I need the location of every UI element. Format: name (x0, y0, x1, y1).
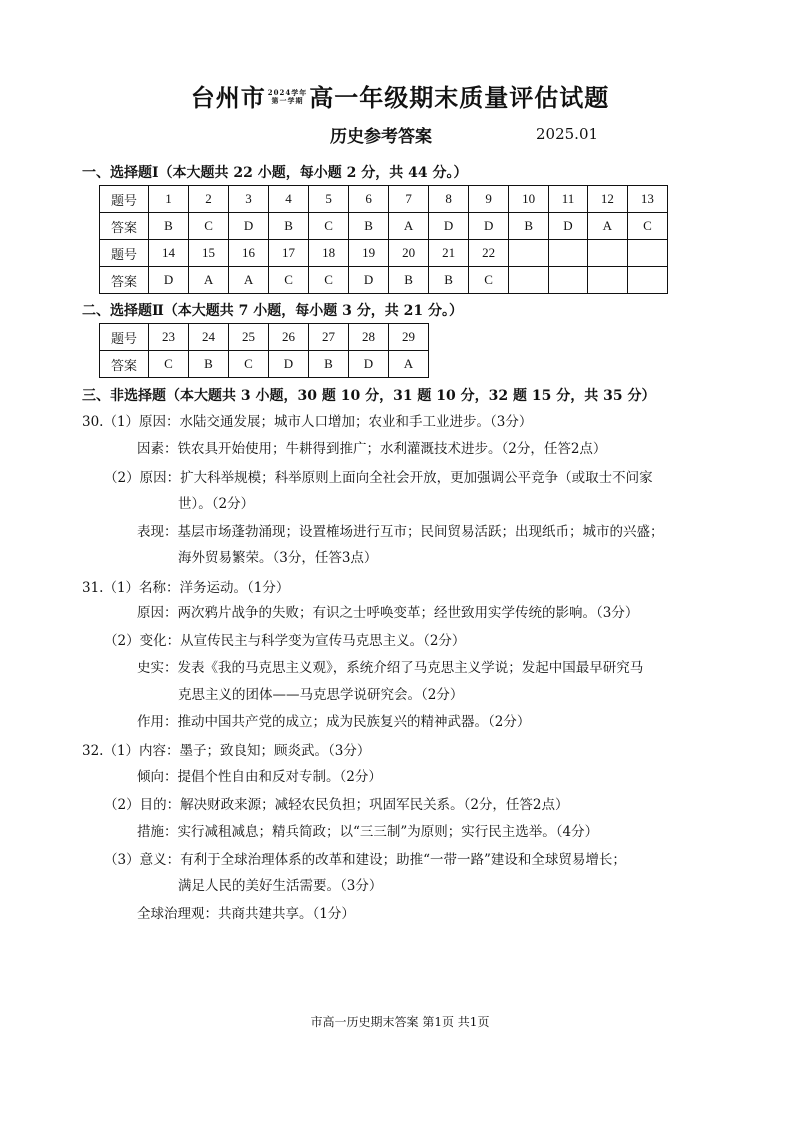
table-cell: 3 (229, 186, 269, 213)
answer-line: 克思主义的团体——马克思学说研究会。（2分） (178, 687, 464, 703)
table-cell: D (229, 213, 269, 240)
answer-line: 30.（1）原因：水陆交通发展；城市人口增加；农业和手工业进步。（3分） (82, 414, 533, 430)
table-cell: C (627, 213, 667, 240)
table-cell: 13 (627, 186, 667, 213)
table-cell: A (229, 267, 269, 294)
table-cell: B (509, 213, 549, 240)
table-cell: 2 (189, 186, 229, 213)
table-cell: A (587, 213, 627, 240)
table-cell: D (349, 267, 389, 294)
table-cell: 6 (349, 186, 389, 213)
row-header-cell: 答案 (100, 267, 149, 294)
table-cell: D (469, 213, 509, 240)
table-row (100, 324, 429, 351)
table-cell: 18 (309, 240, 349, 267)
row-header-cell: 题号 (100, 186, 149, 213)
table-cell: A (389, 213, 429, 240)
answer-line: 海外贸易繁荣。（3分，任答3点） (178, 550, 378, 566)
table-cell: B (309, 351, 349, 378)
table-cell: 4 (269, 186, 309, 213)
table-cell: A (189, 267, 229, 294)
exam-date: 2025.01 (536, 125, 599, 143)
table-cell: B (349, 213, 389, 240)
answer-line: （2）原因：扩大科举规模；科举原则上面向全社会开放，更加强调公平竞争（或取士不问家 (104, 470, 653, 486)
table-cell (509, 240, 549, 267)
table-cell (549, 240, 588, 267)
answer-line: 原因：两次鸦片战争的失败；有识之士呼唤变革；经世致用实学传统的影响。（3分） (137, 605, 639, 621)
row-header-cell: 答案 (100, 213, 149, 240)
answer-line: 世）。（2分） (178, 496, 255, 512)
table-cell: C (149, 351, 189, 378)
table-cell: 29 (389, 324, 429, 351)
table-cell: D (429, 213, 469, 240)
table-row (100, 267, 668, 294)
table-row (100, 240, 668, 267)
answer-line: （2）目的：解决财政来源；减轻农民负担；巩固军民关系。（2分，任答2点） (104, 797, 569, 813)
row-header-cell: 题号 (100, 324, 149, 351)
table-cell: 5 (309, 186, 349, 213)
table-cell: D (549, 213, 588, 240)
table-cell (627, 267, 667, 294)
table-cell (587, 240, 627, 267)
page-footer: 市高一历史期末答案 第1页 共1页 (310, 1015, 490, 1029)
table-cell: 8 (429, 186, 469, 213)
table-cell: 22 (469, 240, 509, 267)
table-cell: B (189, 351, 229, 378)
answer-line: （2）变化：从宣传民主与科学变为宣传马克思主义。（2分） (104, 633, 466, 649)
table-cell (549, 267, 588, 294)
table-cell: C (469, 267, 509, 294)
title-term-year: 2024学年 (267, 87, 308, 97)
page-title (0, 78, 800, 113)
table-cell: 11 (549, 186, 588, 213)
table-cell: 7 (389, 186, 429, 213)
answer-line: 32.（1）内容：墨子；致良知；顾炎武。（3分） (82, 743, 371, 759)
section1-answer-table (99, 185, 668, 294)
table-cell: 14 (149, 240, 189, 267)
table-cell: 23 (149, 324, 189, 351)
answer-line: 史实：发表《我的马克思主义观》，系统介绍了马克思主义学说；发起中国最早研究马 (137, 660, 644, 676)
table-cell: D (149, 267, 189, 294)
table-cell: 25 (229, 324, 269, 351)
table-cell: 12 (587, 186, 627, 213)
table-cell: 1 (149, 186, 189, 213)
answer-line: 全球治理观：共商共建共享。（1分） (137, 906, 355, 922)
table-cell: D (269, 351, 309, 378)
section2-answer-table (99, 323, 429, 378)
table-cell: B (269, 213, 309, 240)
table-cell: C (229, 351, 269, 378)
table-cell: 19 (349, 240, 389, 267)
subtitle: 历史参考答案 (330, 127, 432, 147)
table-cell: C (189, 213, 229, 240)
table-cell: B (389, 267, 429, 294)
table-row (100, 351, 429, 378)
table-cell: 9 (469, 186, 509, 213)
table-cell: 21 (429, 240, 469, 267)
table-cell: 28 (349, 324, 389, 351)
answer-line: 因素：铁农具开始使用；牛耕得到推广；水利灌溉技术进步。（2分，任答2点） (137, 441, 607, 457)
table-cell: 15 (189, 240, 229, 267)
title-main: 高一年级期末质量评估试题 (309, 83, 610, 112)
table-cell: C (269, 267, 309, 294)
row-header-cell: 答案 (100, 351, 149, 378)
section3-heading: 三、非选择题（本大题共 3 小题，30 题 10 分，31 题 10 分，32 题 15 分，共 35 分） (82, 388, 656, 404)
table-cell: 20 (389, 240, 429, 267)
answer-line: 表现：基层市场蓬勃涌现；设置榷场进行互市；民间贸易活跃；出现纸币；城市的兴盛； (137, 524, 664, 540)
table-cell: 16 (229, 240, 269, 267)
row-header-cell: 题号 (100, 240, 149, 267)
table-cell (627, 240, 667, 267)
table-cell: 24 (189, 324, 229, 351)
table-cell: 26 (269, 324, 309, 351)
title-term (268, 89, 307, 105)
table-cell: C (309, 213, 349, 240)
title-term-semester: 第一学期 (271, 95, 304, 105)
table-cell: D (349, 351, 389, 378)
table-cell (587, 267, 627, 294)
table-cell: 10 (509, 186, 549, 213)
table-cell: A (389, 351, 429, 378)
table-cell: 27 (309, 324, 349, 351)
table-cell: C (309, 267, 349, 294)
table-cell (509, 267, 549, 294)
table-cell: B (149, 213, 189, 240)
answer-line: 措施：实行减租减息；精兵简政；以“三三制”为原则；实行民主选举。（4分） (137, 824, 599, 840)
title-prefix: 台州市 (190, 83, 266, 112)
answer-line: 倾向：提倡个性自由和反对专制。（2分） (137, 769, 382, 785)
table-cell: B (429, 267, 469, 294)
answer-line: 作用：推动中国共产党的成立；成为民族复兴的精神武器。（2分） (137, 714, 531, 730)
answer-line: （3）意义：有利于全球治理体系的改革和建设；助推“一带一路”建设和全球贸易增长； (104, 852, 626, 868)
section1-heading: 一、选择题Ⅰ（本大题共 22 小题，每小题 2 分，共 44 分。） (82, 165, 468, 181)
answer-line: 31.（1）名称：洋务运动。（1分） (82, 580, 290, 596)
table-row (100, 213, 668, 240)
table-cell: 17 (269, 240, 309, 267)
answer-line: 满足人民的美好生活需要。（3分） (178, 878, 383, 894)
table-row (100, 186, 668, 213)
section2-heading: 二、选择题Ⅱ（本大题共 7 小题，每小题 3 分，共 21 分。） (82, 303, 464, 319)
